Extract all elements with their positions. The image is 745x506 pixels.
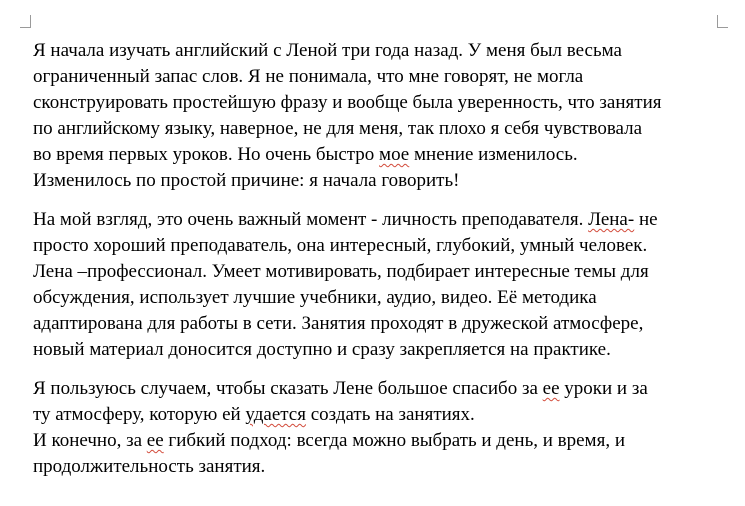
paragraph bbox=[33, 207, 743, 363]
text-line bbox=[33, 38, 743, 64]
text-line bbox=[33, 428, 743, 454]
spellcheck-flagged-word: мое bbox=[379, 144, 410, 165]
text-run: И конечно, за bbox=[33, 430, 147, 451]
text-line bbox=[33, 90, 743, 116]
text-run: просто хороший преподаватель, она интересный, глубокий, умный человек. bbox=[33, 235, 648, 256]
spellcheck-flagged-word: ее bbox=[542, 378, 560, 399]
text-run: по английскому языку, наверное, не для меня, так плохо я себя чувствовала bbox=[33, 118, 643, 139]
text-run: Я пользуюсь случаем, чтобы сказать Лене большое спасибо за bbox=[33, 378, 543, 399]
margin-corner-mark-top-left bbox=[20, 15, 31, 28]
text-run: сконструировать простейшую фразу и вообще была уверенность, что занятия bbox=[33, 92, 662, 113]
text-line bbox=[33, 376, 743, 402]
text-run: создать на занятиях. bbox=[305, 404, 475, 425]
text-run: адаптирована для работы в сети. Занятия проходят в дружеской атмосфере, bbox=[33, 313, 644, 334]
text-run: На мой взгляд, это очень важный момент - личность преподавателя. bbox=[33, 209, 589, 230]
text-run: Лена –профессионал. Умеет мотивировать, подбирает интересные темы для bbox=[33, 261, 649, 282]
text-line bbox=[33, 168, 743, 194]
text-line bbox=[33, 311, 743, 337]
text-line bbox=[33, 142, 743, 168]
spellcheck-flagged-word: удается bbox=[245, 404, 306, 425]
text-line bbox=[33, 64, 743, 90]
spellcheck-flagged-word: Лена- bbox=[588, 209, 635, 230]
text-line bbox=[33, 259, 743, 285]
text-line bbox=[33, 454, 743, 480]
text-line bbox=[33, 116, 743, 142]
text-line bbox=[33, 207, 743, 233]
text-run: гибкий подход: всегда можно выбрать и день, и время, и bbox=[163, 430, 625, 451]
text-run: Изменилось по простой причине: я начала говорить! bbox=[33, 170, 460, 191]
text-run: обсуждения, использует лучшие учебники, аудио, видео. Её методика bbox=[33, 287, 597, 308]
text-run: мнение изменилось. bbox=[409, 144, 578, 165]
text-run: продолжительность занятия. bbox=[33, 456, 266, 477]
text-run: ограниченный запас слов. Я не понимала, что мне говорят, не могла bbox=[33, 66, 584, 87]
document-body[interactable] bbox=[33, 38, 743, 480]
text-run: новый материал доносится доступно и сразу закрепляется на практике. bbox=[33, 339, 611, 360]
text-run: уроки и за bbox=[559, 378, 648, 399]
spellcheck-flagged-word: ее bbox=[146, 430, 164, 451]
text-line bbox=[33, 402, 743, 428]
text-line bbox=[33, 337, 743, 363]
text-run: Я начала изучать английский с Леной три года назад. У меня был весьма bbox=[33, 40, 622, 61]
text-line bbox=[33, 233, 743, 259]
paragraph bbox=[33, 376, 743, 480]
paragraph bbox=[33, 38, 743, 194]
text-line bbox=[33, 285, 743, 311]
text-run: во время первых уроков. Но очень быстро bbox=[33, 144, 380, 165]
text-run: не bbox=[634, 209, 658, 230]
text-run: ту атмосферу, которую ей bbox=[33, 404, 246, 425]
margin-corner-mark-top-right bbox=[717, 15, 728, 28]
